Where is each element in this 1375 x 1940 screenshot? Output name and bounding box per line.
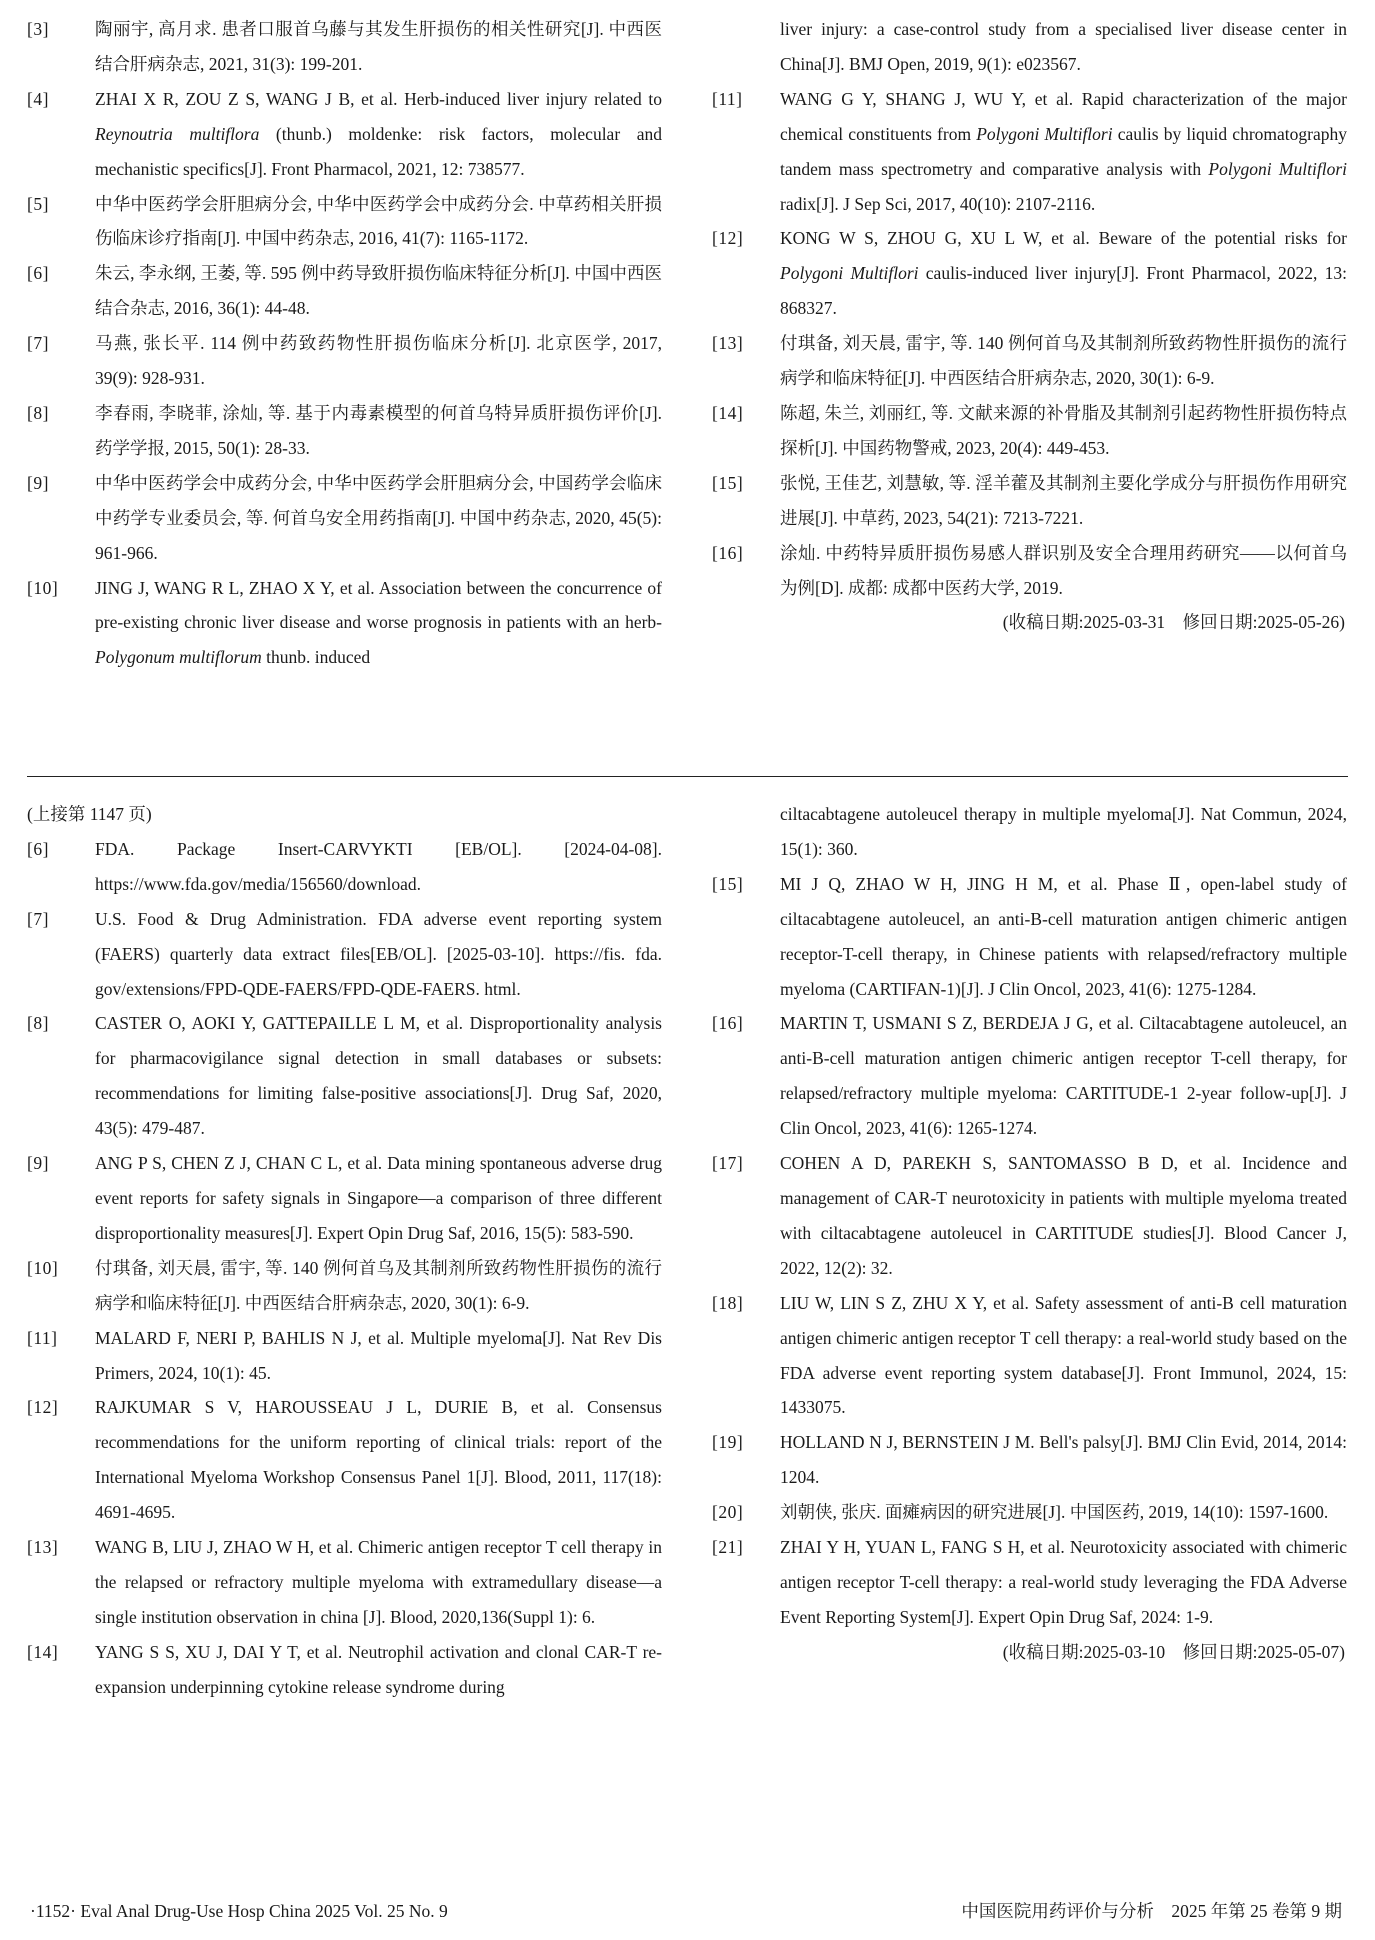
reference-item	[27, 1146, 662, 1251]
reference-item	[27, 571, 662, 676]
reference-number: [9]	[27, 472, 49, 493]
reference-text: MARTIN T, USMANI S Z, BERDEJA J G, et al. Ciltacabtagene autoleucel, an anti-B-cell maturation antigen chimeric antigen receptor T-cell therapy, for relapsed/refractory multiple myeloma: CARTITUDE-1 2-year follow-up[J]. J Clin Oncol, 2023, 41(6): 1265-1274.	[780, 1013, 1347, 1139]
reference-text-part: caulis by liquid chromatography tandem mass spectrometry and comparative analysis with	[780, 123, 1347, 179]
reference-item	[712, 1146, 1347, 1286]
reference-number: [15]	[712, 472, 744, 493]
reference-number: [11]	[712, 88, 743, 109]
reference-number: [16]	[712, 1013, 744, 1034]
reference-number: [10]	[27, 1257, 59, 1278]
reference-item	[27, 82, 662, 187]
reference-text: 付琪备, 刘天晨, 雷宇, 等. 140 例何首乌及其制剂所致药物性肝损伤的流行病学和临床特征[J]. 中西医结合肝病杂志, 2020, 30(1): 6-9.	[95, 1257, 662, 1313]
reference-text-part: thunb. induced	[261, 647, 371, 668]
reference-text-part: caulis-induced liver injury[J]. Front Pharmacol, 2022, 13: 868327.	[780, 263, 1347, 319]
reference-number: [9]	[27, 1153, 49, 1174]
reference-text: 朱云, 李永纲, 王萎, 等. 595 例中药导致肝损伤临床特征分析[J]. 中国中西医结合杂志, 2016, 36(1): 44-48.	[95, 263, 662, 319]
reference-text: 马燕, 张长平. 114 例中药致药物性肝损伤临床分析[J]. 北京医学, 2017, 39(9): 928-931.	[95, 333, 662, 389]
received-revised-dates: (收稿日期:2025-03-10 修回日期:2025-05-07)	[1002, 1641, 1345, 1662]
reference-item	[712, 1530, 1347, 1635]
reference-text	[95, 571, 662, 676]
reference-item	[712, 326, 1347, 396]
reference-text: FDA. Package Insert-CARVYKTI [EB/OL]. [2024-04-08]. https://www.fda.gov/media/156560/download.	[95, 838, 662, 894]
reference-item	[712, 1286, 1347, 1426]
reference-text: 张悦, 王佳艺, 刘慧敏, 等. 淫羊藿及其制剂主要化学成分与肝损伤作用研究进展[J]. 中草药, 2023, 54(21): 7213-7221.	[780, 472, 1347, 528]
reference-text: 陈超, 朱兰, 刘丽红, 等. 文献来源的补骨脂及其制剂引起药物性肝损伤特点探析[J]. 中国药物警戒, 2023, 20(4): 449-453.	[780, 402, 1347, 458]
reference-number: [14]	[712, 402, 744, 423]
reference-text: COHEN A D, PAREKH S, SANTOMASSO B D, et al. Incidence and management of CAR-T neurotoxicity in patients with multiple myeloma treated with ciltacabtagene autoleucel in CARTITUDE studies[J]. Blood Cancer J, 2022, 12(2): 32.	[780, 1153, 1347, 1278]
reference-item	[27, 396, 662, 466]
reference-text-part: ZHAI X R, ZOU Z S, WANG J B, et al. Herb-induced liver injury related to	[95, 88, 662, 109]
reference-number: [13]	[712, 333, 744, 354]
reference-text: LIU W, LIN S Z, ZHU X Y, et al. Safety assessment of anti-B cell maturation antigen chimeric antigen receptor T cell therapy: a real-world study based on the FDA adverse event reporting system database[J]. Front Immunol, 2024, 15: 1433075.	[780, 1292, 1347, 1418]
reference-text: 刘朝侠, 张庆. 面瘫病因的研究进展[J]. 中国医药, 2019, 14(10): 1597-1600.	[780, 1502, 1329, 1523]
reference-number: [8]	[27, 1013, 49, 1034]
reference-text	[780, 82, 1347, 222]
species-name-italic: Polygoni Multiflori	[780, 263, 919, 284]
reference-number: [4]	[27, 88, 49, 109]
reference-number: [11]	[27, 1327, 58, 1348]
reference-item	[27, 1390, 662, 1530]
reference-item	[27, 326, 662, 396]
reference-number: [19]	[712, 1432, 744, 1453]
species-name-italic: Polygoni Multiflori	[1208, 158, 1347, 179]
reference-number: [12]	[27, 1397, 59, 1418]
reference-text: MALARD F, NERI P, BAHLIS N J, et al. Multiple myeloma[J]. Nat Rev Dis Primers, 2024, 10(1): 45.	[95, 1327, 662, 1383]
received-revised-dates: (收稿日期:2025-03-31 修回日期:2025-05-26)	[1002, 612, 1345, 633]
reference-number: [20]	[712, 1502, 744, 1523]
reference-item	[27, 1251, 662, 1321]
reference-text: YANG S S, XU J, DAI Y T, et al. Neutrophil activation and clonal CAR-T re-expansion underpinning cytokine release syndrome during	[95, 1641, 662, 1697]
reference-number: [6]	[27, 838, 49, 859]
reference-text	[95, 82, 662, 187]
reference-item	[27, 902, 662, 1007]
reference-text	[780, 221, 1347, 326]
reference-item	[712, 1495, 1347, 1530]
reference-text: 李春雨, 李晓菲, 涂灿, 等. 基于内毒素模型的何首乌特异质肝损伤评价[J]. 药学学报, 2015, 50(1): 28-33.	[95, 402, 662, 458]
reference-text: 涂灿. 中药特异质肝损伤易感人群识别及安全合理用药研究——以何首乌为例[D]. 成都: 成都中医药大学, 2019.	[780, 542, 1347, 598]
reference-text: 陶丽宇, 高月求. 患者口服首乌藤与其发生肝损伤的相关性研究[J]. 中西医结合肝病杂志, 2021, 31(3): 199-201.	[95, 19, 662, 74]
reference-item	[27, 256, 662, 326]
reference-item	[712, 396, 1347, 466]
reference-number: [13]	[27, 1537, 59, 1558]
reference-number: [15]	[712, 873, 744, 894]
species-name-italic: Polygonum multiflorum	[95, 647, 262, 668]
reference-number: [14]	[27, 1641, 59, 1662]
reference-text: CASTER O, AOKI Y, GATTEPAILLE L M, et al. Disproportionality analysis for pharmacovigilance signal detection in small databases or subsets: recommendations for limiting false-positive associations[J]. Drug Saf, 2020, 43(5): 479-487.	[95, 1013, 662, 1139]
reference-item	[712, 1425, 1347, 1495]
reference-item	[712, 1006, 1347, 1146]
reference-continuation: ciltacabtagene autoleucel therapy in multiple myeloma[J]. Nat Commun, 2024, 15(1): 360.	[780, 804, 1347, 859]
reference-number: [10]	[27, 577, 59, 598]
reference-continuation: liver injury: a case-control study from a specialised liver disease center in China[J]. BMJ Open, 2019, 9(1): e023567.	[780, 19, 1347, 74]
reference-item	[27, 1006, 662, 1146]
reference-text: 中华中医药学会中成药分会, 中华中医药学会肝胆病分会, 中国药学会临床中药学专业委员会, 等. 何首乌安全用药指南[J]. 中国中药杂志, 2020, 45(5): 961-966.	[95, 472, 662, 563]
reference-number: [7]	[27, 908, 49, 929]
reference-item	[27, 832, 662, 902]
reference-text: ZHAI Y H, YUAN L, FANG S H, et al. Neurotoxicity associated with chimeric antigen receptor T-cell therapy: a real-world study leveraging the FDA Adverse Event Reporting System[J]. Expert Opin Drug Saf, 2024: 1-9.	[780, 1537, 1347, 1627]
reference-number: [12]	[712, 228, 744, 249]
reference-item	[712, 466, 1347, 536]
reference-item	[27, 187, 662, 257]
reference-number: [7]	[27, 333, 49, 354]
species-name-italic: Reynoutria multiflora	[95, 123, 260, 144]
reference-item	[712, 536, 1347, 606]
reference-number: [3]	[27, 19, 49, 39]
reference-number: [17]	[712, 1153, 744, 1174]
reference-text-part: WANG G Y, SHANG J, WU Y, et al. Rapid characterization of the major chemical constituents from	[780, 88, 1347, 144]
reference-text: U.S. Food & Drug Administration. FDA adverse event reporting system (FAERS) quarterly data extract files[EB/OL]. [2025-03-10]. https://fis. fda. gov/extensions/FPD-QDE-FAERS/FPD-QDE-FAERS. html.	[95, 908, 662, 999]
reference-number: [8]	[27, 402, 49, 423]
footer-journal-english: ·1152· Eval Anal Drug-Use Hosp China 2025 Vol. 25 No. 9	[30, 1901, 448, 1921]
reference-number: [6]	[27, 263, 49, 284]
reference-item	[27, 1321, 662, 1391]
reference-text: RAJKUMAR S V, HAROUSSEAU J L, DURIE B, et al. Consensus recommendations for the uniform reporting of clinical trials: report of the International Myeloma Workshop Consensus Panel 1[J]. Blood, 2011, 117(18): 4691-4695.	[95, 1397, 662, 1523]
reference-item	[27, 1530, 662, 1635]
reference-item	[712, 867, 1347, 1007]
footer-journal-chinese: 中国医院用药评价与分析 2025 年第 25 卷第 9 期	[961, 1901, 1342, 1921]
top-right-column	[712, 12, 1347, 640]
reference-item	[712, 221, 1347, 326]
reference-item	[27, 12, 662, 82]
reference-text: HOLLAND N J, BERNSTEIN J M. Bell's palsy[J]. BMJ Clin Evid, 2014, 2014: 1204.	[780, 1432, 1347, 1488]
bottom-left-column	[27, 797, 662, 1705]
reference-item	[27, 466, 662, 571]
reference-text: MI J Q, ZHAO W H, JING H M, et al. Phase Ⅱ, open-label study of ciltacabtagene autoleucel, an anti-B-cell maturation antigen chimeric antigen receptor-T-cell therapy, in Chinese patients with relapsed/refractory multiple myeloma (CARTIFAN-1)[J]. J Clin Oncol, 2023, 41(6): 1275-1284.	[780, 873, 1347, 999]
bottom-right-column	[712, 797, 1347, 1670]
reference-text-part: KONG W S, ZHOU G, XU L W, et al. Beware of the potential risks for	[780, 228, 1347, 249]
reference-item	[27, 1635, 662, 1705]
reference-text: 中华中医药学会肝胆病分会, 中华中医药学会中成药分会. 中草药相关肝损伤临床诊疗指南[J]. 中国中药杂志, 2016, 41(7): 1165-1172.	[95, 193, 662, 249]
reference-item	[712, 82, 1347, 222]
reference-text-part: radix[J]. J Sep Sci, 2017, 40(10): 2107-2116.	[780, 193, 1096, 214]
reference-text: ANG P S, CHEN Z J, CHAN C L, et al. Data mining spontaneous adverse drug event reports for safety signals in Singapore—a comparison of three different disproportionality measures[J]. Expert Opin Drug Saf, 2016, 15(5): 583-590.	[95, 1153, 662, 1243]
reference-text: WANG B, LIU J, ZHAO W H, et al. Chimeric antigen receptor T cell therapy in the relapsed or refractory multiple myeloma with extramedullary disease—a single institution observation in china [J]. Blood, 2020,136(Suppl 1): 6.	[95, 1537, 662, 1627]
reference-number: [18]	[712, 1292, 744, 1313]
reference-number: [5]	[27, 193, 49, 214]
reference-number: [21]	[712, 1537, 744, 1558]
top-left-column	[27, 12, 662, 675]
species-name-italic: Polygoni Multiflori	[976, 123, 1113, 144]
reference-text-part: JING J, WANG R L, ZHAO X Y, et al. Association between the concurrence of pre-existing chronic liver disease and worse prognosis in patients with an herb-	[95, 577, 662, 633]
reference-text-part: (thunb.) moldenke: risk factors, molecular and mechanistic specifics[J]. Front Pharmacol, 2021, 12: 738577.	[95, 123, 662, 179]
section-divider	[27, 776, 1348, 777]
reference-text: 付琪备, 刘天晨, 雷宇, 等. 140 例何首乌及其制剂所致药物性肝损伤的流行病学和临床特征[J]. 中西医结合肝病杂志, 2020, 30(1): 6-9.	[780, 333, 1347, 389]
reference-number: [16]	[712, 542, 744, 563]
continued-from-page-note: (上接第 1147 页)	[27, 804, 152, 824]
